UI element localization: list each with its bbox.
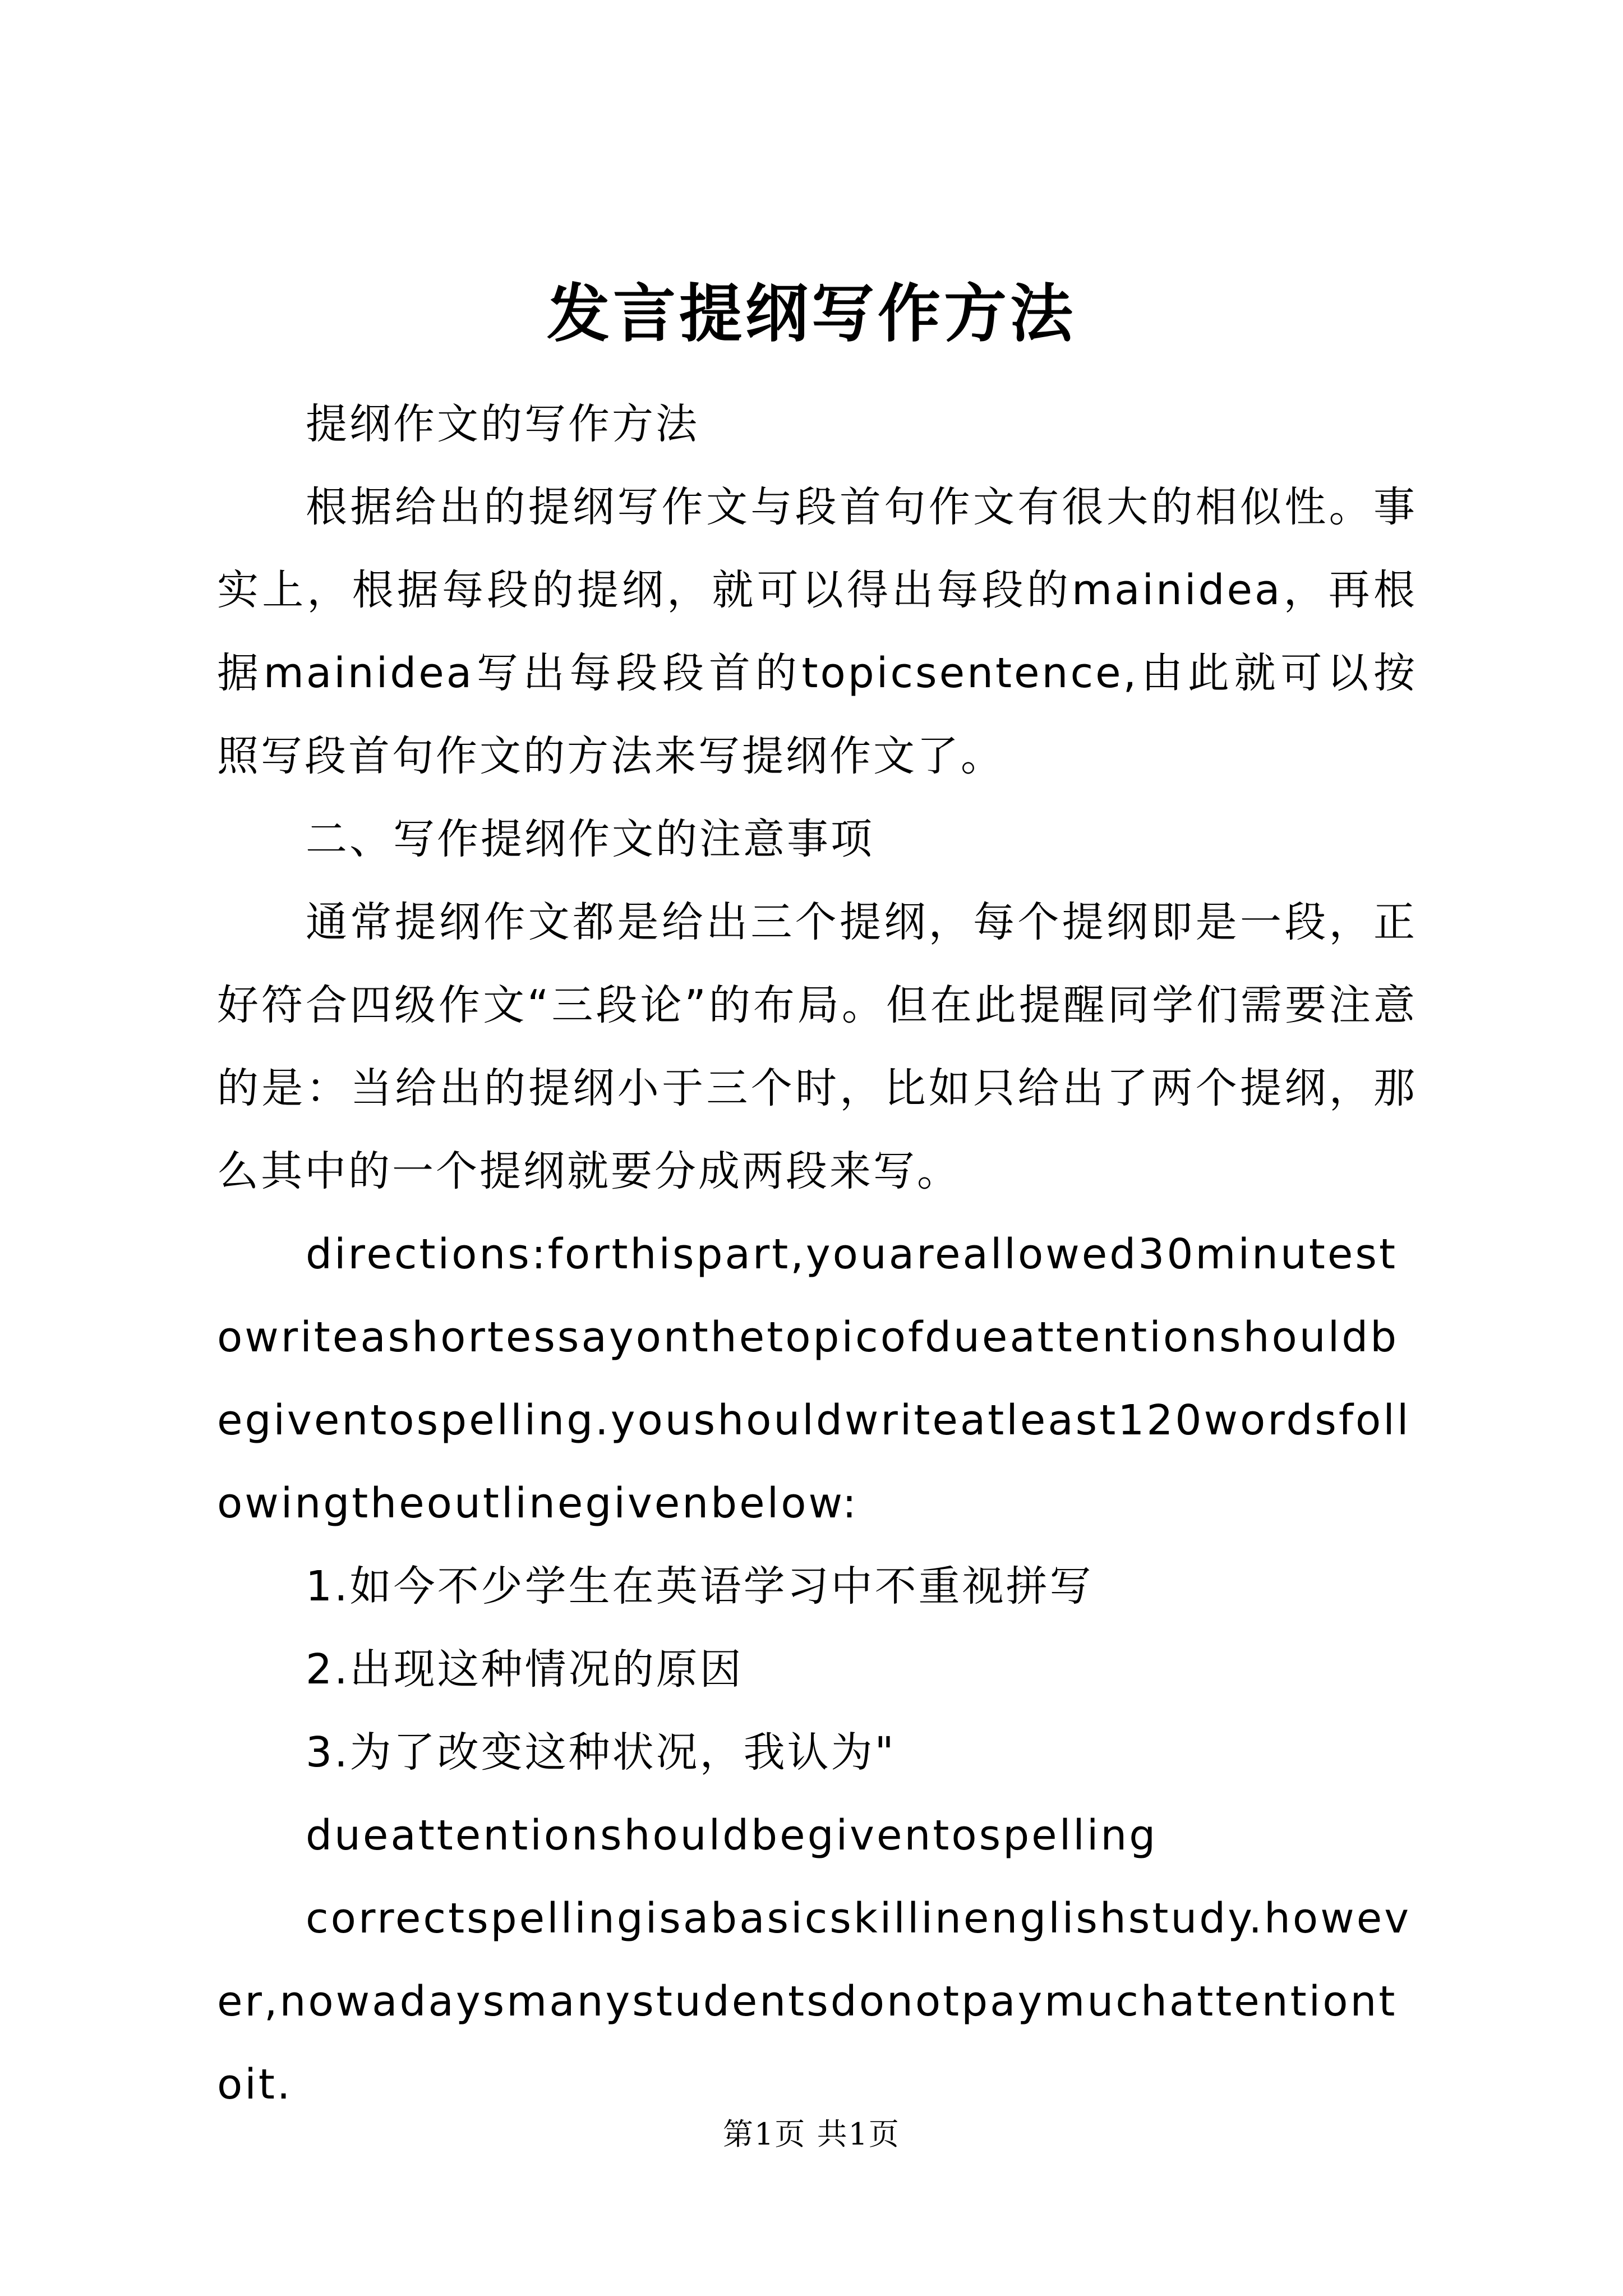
- document-title: 发言提纲写作方法: [547, 277, 1076, 351]
- paragraph-heading-notes: 二、写作提纲作文的注意事项: [306, 815, 874, 863]
- essay-title: dueattentionshouldbegiventospelling: [306, 1811, 1158, 1860]
- paragraph-notes-description: 通常提纲作文都是给出三个提纲，每个提纲即是一段，正好符合四级作文“三段论”的布局。但在此提醒同学们需要注意的是：当给出的提纲小于三个时，比如只给出了两个提纲，那么其中的一个提纲就要分成两段来写。: [217, 898, 1417, 1195]
- essay-opening: correctspellingisabasicskillinenglishstudy.however,nowadaysmanystudentsdonotpaymuchattentiontoit.: [217, 1894, 1412, 2109]
- paragraph-method-description: 根据给出的提纲写作文与段首句作文有很大的相似性。事实上，根据每段的提纲，就可以得出每段的mainidea，再根据mainidea写出每段段首的topicsentence,由此就可以按照写段首句作文的方法来写提纲作文了。: [217, 483, 1417, 780]
- outline-item-1: 1.如今不少学生在英语学习中不重视拼写: [306, 1562, 1094, 1611]
- page-footer: 第1页 共1页: [723, 2116, 900, 2152]
- outline-item-3: 3.为了改变这种状况，我认为": [306, 1728, 896, 1777]
- paragraph-heading-method: 提纲作文的写作方法: [306, 400, 699, 448]
- paragraph-directions: directions:forthispart,youareallowed30minutestowriteashortessayonthetopicofdueattentionshouldbegiventospelling.youshouldwriteatleast120wordsfollowingtheoutlinegivenbelow:: [217, 1230, 1411, 1527]
- document-body: [217, 383, 1417, 2126]
- outline-item-2: 2.出现这种情况的原因: [306, 1645, 744, 1694]
